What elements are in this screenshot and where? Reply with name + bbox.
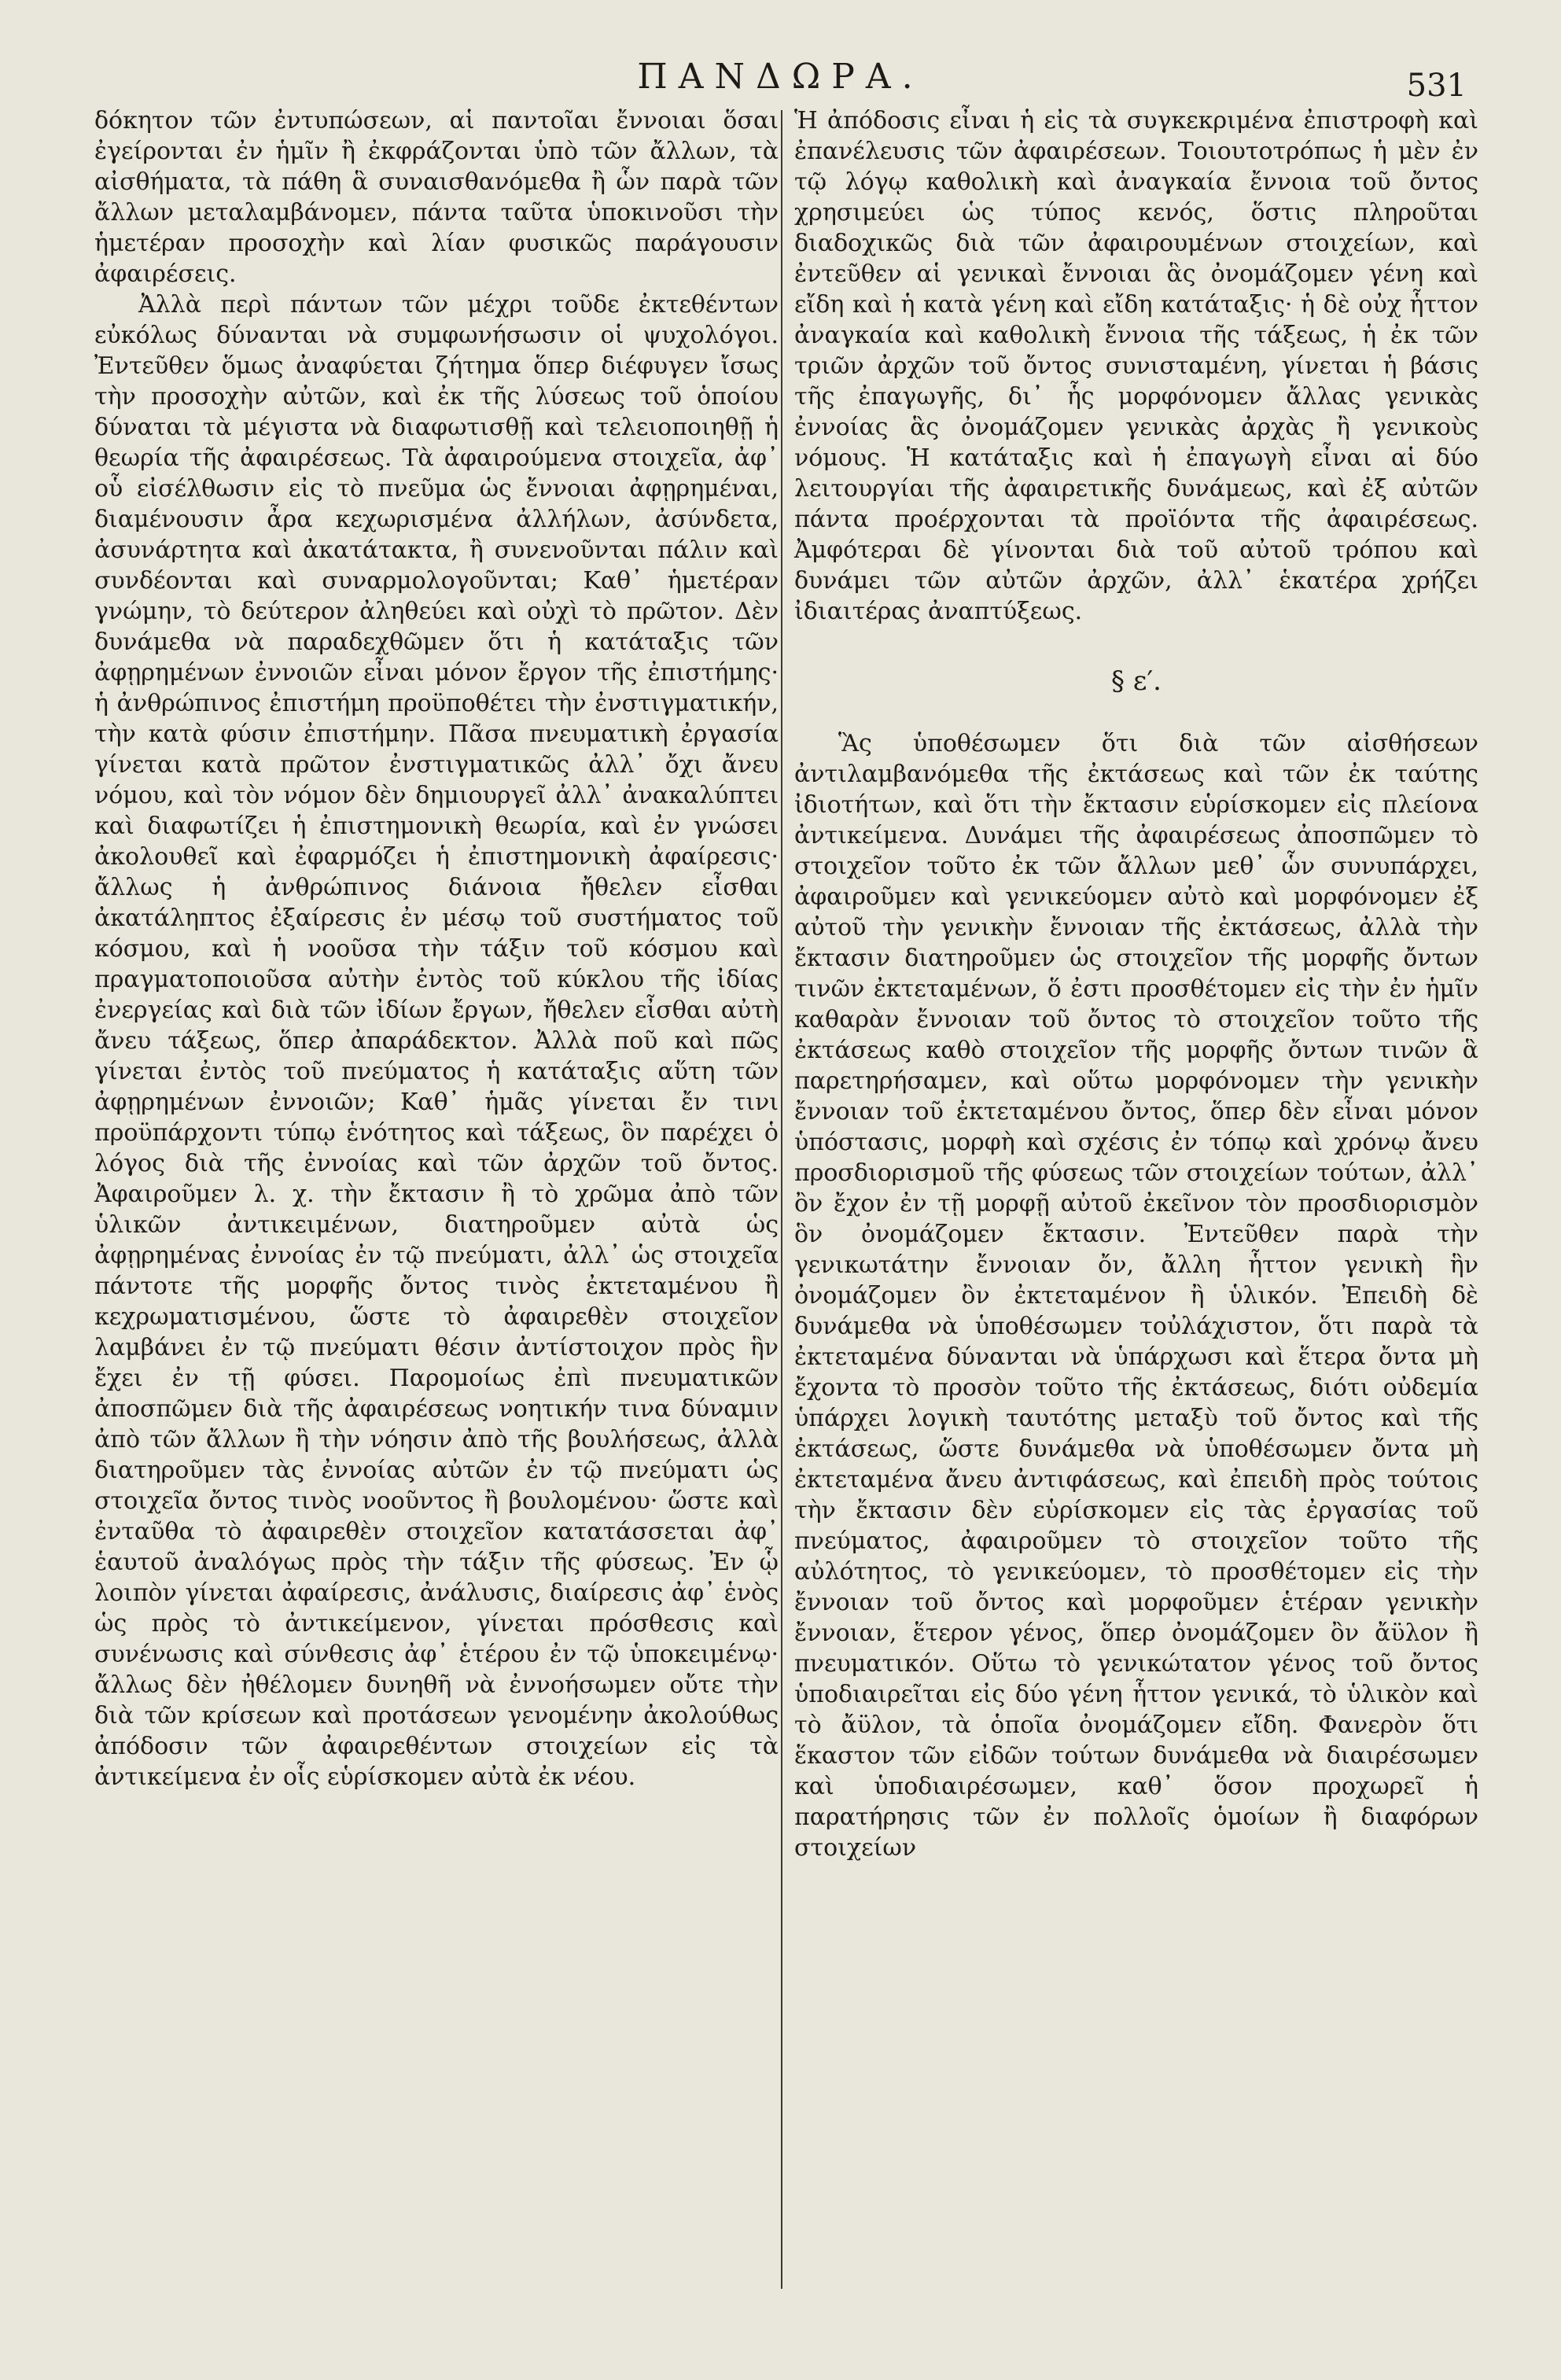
- column-divider: [781, 110, 782, 2289]
- section-heading: § ε′.: [1111, 665, 1162, 697]
- right-column: [794, 105, 1478, 1863]
- left-column: [94, 105, 779, 1792]
- running-head: [0, 57, 1561, 104]
- page-number: 531: [1406, 68, 1467, 104]
- paragraph: Ἡ ἀπόδοσις εἶναι ἡ εἰς τὰ συγκεκριμένα ἐπιστροφὴ καὶ ἐπανέλευσις τῶν ἀφαιρέσεων. Τοιουτοτρόπως ἡ μὲν ἐν τῷ λόγῳ καθολικὴ καὶ ἀναγκαία ἔννοια τοῦ ὄντος χρησιμεύει ὡς τύπος κενός, ὅστις πληροῦται διαδοχικῶς διὰ τῶν ἀφαιρουμένων στοιχείων, καὶ ἐντεῦθεν αἱ γενικαὶ ἔννοιαι ἃς ὀνομάζομεν γένη καὶ εἴδη καὶ ἡ κατὰ γένη καὶ εἴδη κατάταξις· ἡ δὲ οὐχ ἧττον ἀναγκαία καὶ καθολικὴ ἔννοια τῆς τάξεως, ἡ ἐκ τῶν τριῶν ἀρχῶν τοῦ ὄντος συνισταμένη, γίνεται ἡ βάσις τῆς ἐπαγωγῆς, δι᾽ ἧς μορφόνομεν ἄλλας γενικὰς ἐννοίας ἃς ὀνομάζομεν γενικὰς ἀρχὰς ἢ γενικοὺς νόμους. Ἡ κατάταξις καὶ ἡ ἐπαγωγὴ εἶναι αἱ δύο λειτουργίαι τῆς ἀφαιρετικῆς δυνάμεως, καὶ ἐξ αὐτῶν πάντα προέρχονται τὰ προϊόντα τῆς ἀφαιρέσεως. Ἀμφότεραι δὲ γίνονται διὰ τοῦ αὐτοῦ τρόπου καὶ δυνάμει τῶν αὐτῶν ἀρχῶν, ἀλλ᾽ ἑκατέρα χρήζει ἰδιαιτέρας ἀναπτύξεως.: [794, 107, 1478, 625]
- paragraph: Ἀλλὰ περὶ πάντων τῶν μέχρι τοῦδε ἐκτεθέντων εὐκόλως δύνανται νὰ συμφωνήσωσιν οἱ ψυχολόγοι. Ἐντεῦθεν ὅμως ἀναφύεται ζήτημα ὅπερ διέφυγεν ἴσως τὴν προσοχὴν αὐτῶν, καὶ ἐκ τῆς λύσεως τοῦ ὁποίου δύναται τὰ μέγιστα νὰ διαφωτισθῇ καὶ τελειοποιηθῇ ἡ θεωρία τῆς ἀφαιρέσεως. Τὰ ἀφαιρούμενα στοιχεῖα, ἀφ᾽ οὗ εἰσέλθωσιν εἰς τὸ πνεῦμα ὡς ἔννοιαι ἀφῃρημέναι, διαμένουσιν ἆρα κεχωρισμένα ἀλλήλων, ἀσύνδετα, ἀσυνάρτητα καὶ ἀκατάτακτα, ἢ συνενοῦνται πάλιν καὶ συνδέονται καὶ συναρμολογοῦνται; Καθ᾽ ἡμετέραν γνώμην, τὸ δεύτερον ἀληθεύει καὶ οὐχὶ τὸ πρῶτον. Δὲν δυνάμεθα νὰ παραδεχθῶμεν ὅτι ἡ κατάταξις τῶν ἀφῃρημένων ἐννοιῶν εἶναι μόνον ἔργον τῆς ἐπιστήμης· ἡ ἀνθρώπινος ἐπιστήμη προϋποθέτει τὴν ἐνστιγματικήν, τὴν κατὰ φύσιν ἐπιστήμην. Πᾶσα πνευματικὴ ἐργασία γίνεται κατὰ πρῶτον ἐνστιγματικῶς ἀλλ᾽ ὄχι ἄνευ νόμου, καὶ τὸν νόμον δὲν δημιουργεῖ ἀλλ᾽ ἀνακαλύπτει καὶ διαφωτίζει ἡ ἐπιστημονικὴ θεωρία, καὶ ἐν γνώσει ἀκολουθεῖ καὶ ἐφαρμόζει ἡ ἐπιστημονικὴ ἀφαίρεσις· ἄλλως ἡ ἀνθρώπινος διάνοια ἤθελεν εἶσθαι ἀκατάληπτος ἐξαίρεσις ἐν μέσῳ τοῦ συστήματος τοῦ κόσμου, καὶ ἡ νοοῦσα τὴν τάξιν τοῦ κόσμου καὶ πραγματοποιοῦσα αὐτὴν ἐντὸς τοῦ κύκλου τῆς ἰδίας ἐνεργείας καὶ διὰ τῶν ἰδίων ἔργων, ἤθελεν εἶσθαι αὐτὴ ἄνευ τάξεως, ὅπερ ἀπαράδεκτον. Ἀλλὰ ποῦ καὶ πῶς γίνεται ἐντὸς τοῦ πνεύματος ἡ κατάταξις αὕτη τῶν ἀφῃρημένων ἐννοιῶν; Καθ᾽ ἡμᾶς γίνεται ἔν τινι προϋπάρχοντι τύπῳ ἑνότητος καὶ τάξεως, ὃν παρέχει ὁ λόγος διὰ τῆς ἐννοίας καὶ τῶν ἀρχῶν τοῦ ὄντος. Ἀφαιροῦμεν λ. χ. τὴν ἔκτασιν ἢ τὸ χρῶμα ἀπὸ τῶν ὑλικῶν ἀντικειμένων, διατηροῦμεν αὐτὰ ὡς ἀφῃρημένας ἐννοίας ἐν τῷ πνεύματι, ἀλλ᾽ ὡς στοιχεῖα πάντοτε τῆς μορφῆς ὄντος τινὸς ἐκτεταμένου ἢ κεχρωματισμένου, ὥστε τὸ ἀφαιρεθὲν στοιχεῖον λαμβάνει ἐν τῷ πνεύματι θέσιν ἀντίστοιχον πρὸς ἣν ἔχει ἐν τῇ φύσει. Παρομοίως ἐπὶ πνευματικῶν ἀποσπῶμεν διὰ τῆς ἀφαιρέσεως νοητικήν τινα δύναμιν ἀπὸ τῶν ἄλλων ἢ τὴν νόησιν ἀπὸ τῆς βουλήσεως, ἀλλὰ διατηροῦμεν τὰς ἐννοίας αὐτῶν ἐν τῷ πνεύματι ὡς στοιχεῖα ὄντος τινὸς νοοῦντος ἢ βουλομένου· ὥστε καὶ ἐνταῦθα τὸ ἀφαιρεθὲν στοιχεῖον κατατάσσεται ἀφ᾽ ἑαυτοῦ ἀναλόγως πρὸς τὴν τάξιν τῆς φύσεως. Ἐν ᾧ λοιπὸν γίνεται ἀφαίρεσις, ἀνάλυσις, διαίρεσις ἀφ᾽ ἑνὸς ὡς πρὸς τὸ ἀντικείμενον, γίνεται πρόσθεσις καὶ συνένωσις καὶ σύνθεσις ἀφ᾽ ἑτέρου ἐν τῷ ὑποκειμένῳ· ἄλλως δὲν ἠθέλομεν δυνηθῆ νὰ ἐννοήσωμεν οὔτε τὴν διὰ τῶν κρίσεων καὶ προτάσεων γενομένην ἀκολούθως ἀπόδοσιν τῶν ἀφαιρεθέντων στοιχείων εἰς τὰ ἀντικείμενα ἐν οἷς εὑρίσκομεν αὐτὰ ἐκ νέου.: [94, 291, 779, 1791]
- paragraph: δόκητον τῶν ἐντυπώσεων, αἱ παντοῖαι ἔννοιαι ὅσαι ἐγείρονται ἐν ἡμῖν ἢ ἐκφράζονται ὑπὸ τῶν ἄλλων, τὰ αἰσθήματα, τὰ πάθη ἃ συναισθανόμεθα ἢ ὧν παρὰ τῶν ἄλλων μεταλαμβάνομεν, πάντα ταῦτα ὑποκινοῦσι τὴν ἡμετέραν προσοχὴν καὶ λίαν φυσικῶς παράγουσιν ἀφαιρέσεις.: [94, 107, 779, 288]
- paragraph: Ἃς ὑποθέσωμεν ὅτι διὰ τῶν αἰσθήσεων ἀντιλαμβανόμεθα τῆς ἐκτάσεως καὶ τῶν ἐκ ταύτης ἰδιοτήτων, καὶ ὅτι τὴν ἔκτασιν εὑρίσκομεν εἰς πλείονα ἀντικείμενα. Δυνάμει τῆς ἀφαιρέσεως ἀποσπῶμεν τὸ στοιχεῖον τοῦτο ἐκ τῶν ἄλλων μεθ᾽ ὧν συνυπάρχει, ἀφαιροῦμεν καὶ γενικεύομεν αὐτὸ καὶ μορφόνομεν ἐξ αὐτοῦ τὴν γενικὴν ἔννοιαν τῆς ἐκτάσεως, ἀλλὰ τὴν ἔκτασιν διατηροῦμεν ὡς στοιχεῖον τῆς μορφῆς ὄντων τινῶν ἐκτεταμένων, ὅ ἐστι προσθέτομεν εἰς τὴν ἐν ἡμῖν καθαρὰν ἔννοιαν τοῦ ὄντος τὸ στοιχεῖον τοῦτο τῆς ἐκτάσεως καθὸ στοιχεῖον τῆς μορφῆς ὄντων τινῶν ἃ παρετηρήσαμεν, καὶ οὕτω μορφόνομεν τὴν γενικὴν ἔννοιαν τοῦ ἐκτεταμένου ὄντος, ὅπερ δὲν εἶναι μόνον ὑπόστασις, μορφὴ καὶ σχέσις ἐν τόπῳ καὶ χρόνῳ ἄνευ προσδιορισμοῦ τῆς φύσεως τῶν στοιχείων τούτων, ἀλλ᾽ ὂν ἔχον ἐν τῇ μορφῇ αὐτοῦ ἐκεῖνον τὸν προσδιορισμὸν ὃν ὀνομάζομεν ἔκτασιν. Ἐντεῦθεν παρὰ τὴν γενικωτάτην ἔννοιαν ὄν, ἄλλη ἧττον γενικὴ ἣν ὀνομάζομεν ὂν ἐκτεταμένον ἢ ὑλικόν. Ἐπειδὴ δὲ δυνάμεθα νὰ ὑποθέσωμεν τοὐλάχιστον, ὅτι παρὰ τὰ ἐκτεταμένα δύνανται νὰ ὑπάρχωσι καὶ ἕτερα ὄντα μὴ ἔχοντα τὸ προσὸν τοῦτο τῆς ἐκτάσεως, διότι οὐδεμία ὑπάρχει λογικὴ ταυτότης μεταξὺ τοῦ ὄντος καὶ τῆς ἐκτάσεως, ὥστε δυνάμεθα νὰ ὑποθέσωμεν ὄντα μὴ ἐκτεταμένα ἄνευ ἀντιφάσεως, καὶ ἐπειδὴ πρὸς τούτοις τὴν ἔκτασιν δὲν εὑρίσκομεν εἰς τὰς ἐργασίας τοῦ πνεύματος, ἀφαιροῦμεν τὸ στοιχεῖον τοῦτο τῆς αὐλότητος, τὸ γενικεύομεν, τὸ προσθέτομεν εἰς τὴν ἔννοιαν τοῦ ὄντος καὶ μορφοῦμεν ἑτέραν γενικὴν ἔννοιαν, ἕτερον γένος, ὅπερ ὀνομάζομεν ὂν ἄϋλον ἢ πνευματικόν. Οὕτω τὸ γενικώτατον γένος τοῦ ὄντος ὑποδιαιρεῖται εἰς δύο γένη ἧττον γενικά, τὸ ὑλικὸν καὶ τὸ ἄϋλον, τὰ ὁποῖα ὀνομάζομεν εἴδη. Φανερὸν ὅτι ἕκαστον τῶν εἰδῶν τούτων δυνάμεθα νὰ διαιρέσωμεν καὶ ὑποδιαιρέσωμεν, καθ᾽ ὅσον προχωρεῖ ἡ παρατήρησις τῶν ἐν πολλοῖς ὁμοίων ἢ διαφόρων στοιχείων: [794, 730, 1478, 1862]
- running-title: ΠΑΝΔΩΡΑ.: [637, 57, 924, 97]
